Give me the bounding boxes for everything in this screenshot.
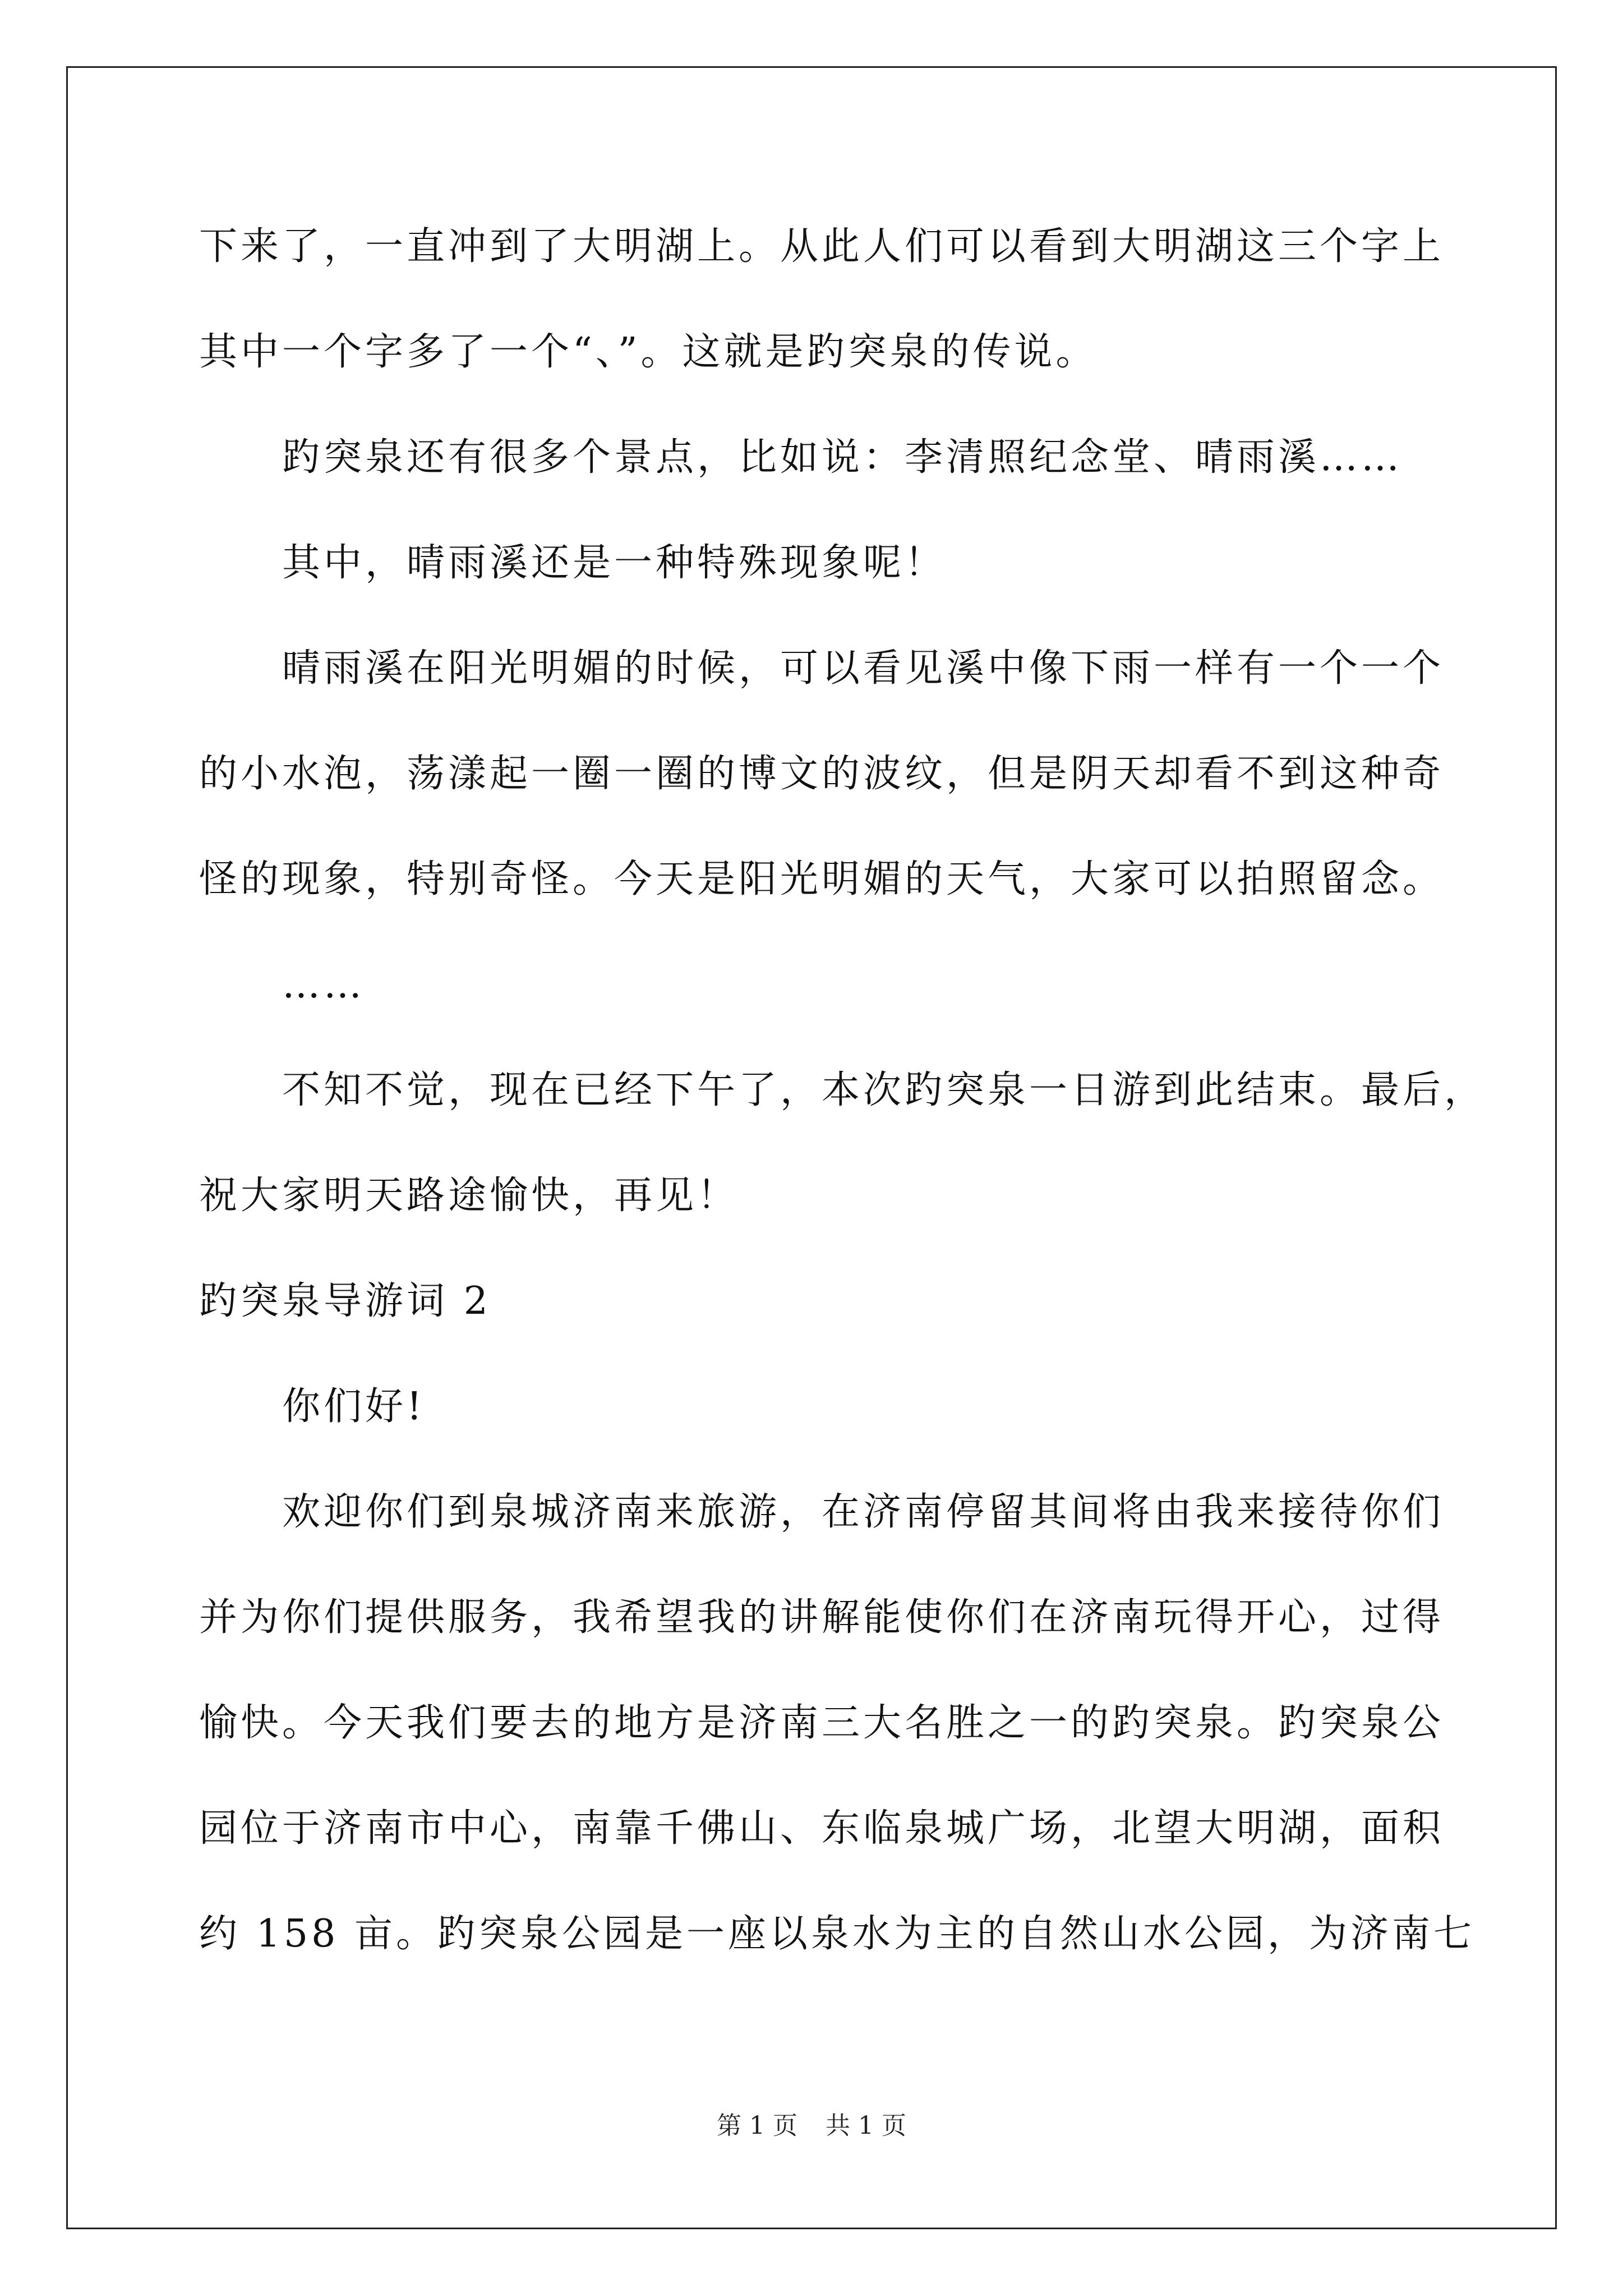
paragraph-line: 趵突泉还有很多个景点，比如说：李清照纪念堂、晴雨溪…… bbox=[282, 435, 1403, 480]
text-line: 下来了，一直冲到了大明湖上。从此人们可以看到大明湖这三个字上 bbox=[199, 224, 1445, 269]
page-number: 第 1 页 bbox=[717, 2111, 797, 2140]
paragraph-line: 欢迎你们到泉城济南来旅游，在济南停留其间将由我来接待你们 bbox=[282, 1490, 1445, 1534]
section-heading: 趵突泉导游词 2 bbox=[199, 1279, 491, 1323]
paragraph-line: 其中，晴雨溪还是一种特殊现象呢！ bbox=[282, 541, 947, 585]
page-total: 共 1 页 bbox=[826, 2111, 906, 2140]
paragraph-line: 晴雨溪在阳光明媚的时候，可以看见溪中像下雨一样有一个一个 bbox=[282, 646, 1445, 691]
text-line: 园位于济南市中心，南靠千佛山、东临泉城广场，北望大明湖，面积 bbox=[199, 1806, 1445, 1851]
paragraph-line: 不知不觉，现在已经下午了，本次趵突泉一日游到此结束。最后， bbox=[282, 1068, 1486, 1112]
text-line: 约 158 亩。趵突泉公园是一座以泉水为主的自然山水公园，为济南七 bbox=[199, 1912, 1476, 1956]
text-line: 其中一个字多了一个“、”。这就是趵突泉的传说。 bbox=[199, 330, 1098, 374]
page-border bbox=[66, 66, 1557, 2229]
page-footer bbox=[0, 2109, 1623, 2143]
paragraph-line: …… bbox=[282, 963, 365, 1007]
text-line: 的小水泡，荡漾起一圈一圈的博文的波纹，但是阴天却看不到这种奇 bbox=[199, 752, 1445, 796]
text-line: 祝大家明天路途愉快，再见！ bbox=[199, 1174, 739, 1218]
text-line: 愉快。今天我们要去的地方是济南三大名胜之一的趵突泉。趵突泉公 bbox=[199, 1701, 1445, 1745]
paragraph-line: 你们好! bbox=[282, 1384, 426, 1429]
text-line: 怪的现象，特别奇怪。今天是阳光明媚的天气，大家可以拍照留念。 bbox=[199, 857, 1445, 901]
text-line: 并为你们提供服务，我希望我的讲解能使你们在济南玩得开心，过得 bbox=[199, 1595, 1445, 1640]
